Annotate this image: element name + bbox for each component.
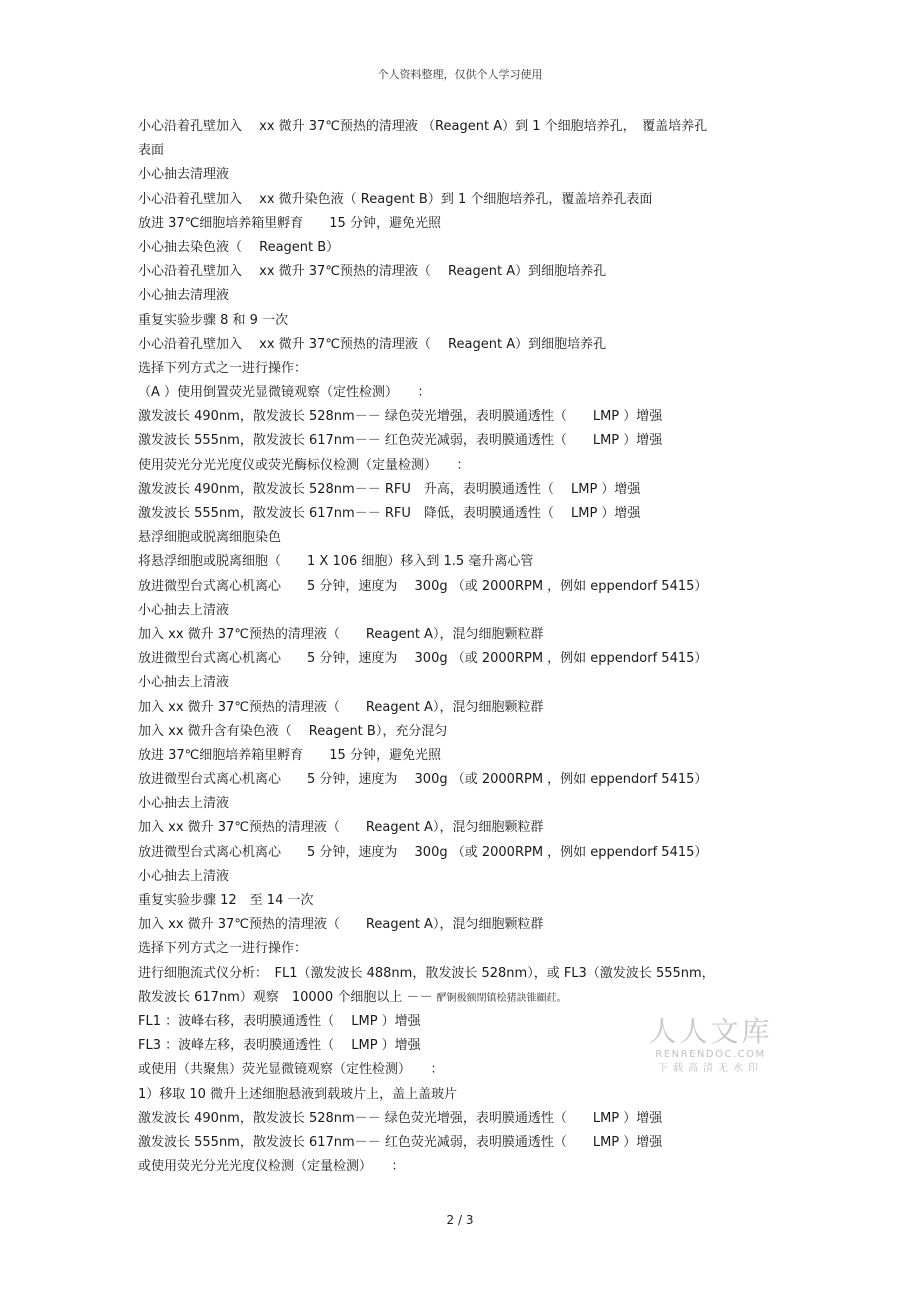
text-line: 悬浮细胞或脱离细胞染色	[138, 530, 282, 546]
text-line: 小心抽去上清液	[138, 796, 230, 812]
text-line: 放进 37℃细胞培养箱里孵育 15 分钟，避免光照	[138, 215, 441, 231]
text-line: 小心抽去清理液	[138, 288, 230, 304]
text-line: FL3 ：波峰左移，表明膜通透性（ LMP ）增强	[138, 1038, 421, 1054]
text-line: FL1 ：波峰右移，表明膜通透性（ LMP ）增强	[138, 1013, 421, 1029]
text-line: 激发波长 490nm，散发波长 528nm－－ 绿色荧光增强，表明膜通透性（ LMP ）增强	[138, 1110, 663, 1126]
text-line: 将悬浮细胞或脱离细胞（ 1 X 106 细胞）移入到 1.5 毫升离心管	[138, 554, 534, 570]
text-line: 加入 xx 微升含有染色液（ Reagent B），充分混匀	[138, 723, 448, 739]
text-line: 放进微型台式离心机离心 5 分钟，速度为 300g （或 2000RPM ，例如 eppendorf 5415）	[138, 578, 708, 594]
text-line: 小心沿着孔壁加入 xx 微升染色液（ Reagent B）到 1 个细胞培养孔，覆盖培养孔表面	[138, 191, 653, 207]
text-line: 加入 xx 微升 37℃预热的清理液（ Reagent A），混匀细胞颗粒群	[138, 917, 544, 933]
text-line: 小心抽去上清液	[138, 868, 230, 884]
text-line: 激发波长 490nm，散发波长 528nm－－ 绿色荧光增强，表明膜通透性（ LMP ）增强	[138, 409, 663, 425]
text-line: 激发波长 555nm，散发波长 617nm－－ 红色荧光减弱，表明膜通透性（ LMP ）增强	[138, 433, 663, 449]
inline-note: 酽锕极额閉镇桧猪訣锥顧荭。	[436, 992, 567, 1004]
text-line: （A ）使用倒置荧光显微镜观察（定性检测） ：	[138, 385, 431, 401]
watermark-note: 下载高清无水印	[658, 1063, 763, 1074]
text-line: 放进微型台式离心机离心 5 分钟，速度为 300g （或 2000RPM ，例如 eppendorf 5415）	[138, 844, 708, 860]
watermark-title: 人人文库	[648, 1015, 773, 1048]
text-line: 小心沿着孔壁加入 xx 微升 37℃预热的清理液（ Reagent A）到细胞培养孔	[138, 264, 607, 280]
text-line: 使用荧光分光光度仪或荧光酶标仪检测（定量检测） ：	[138, 457, 470, 473]
text-line: 1）移取 10 微升上述细胞悬液到载玻片上，盖上盖玻片	[138, 1086, 458, 1102]
text-line: 重复实验步骤 12 至 14 一次	[138, 893, 314, 908]
text-line: 表面	[138, 143, 165, 159]
text-line: 进行细胞流式仪分析： FL1（激发波长 488nm，散发波长 528nm），或 FL3（激发波长 555nm，	[138, 965, 715, 981]
text-line: 选择下列方式之一进行操作：	[138, 360, 308, 376]
text-line: 加入 xx 微升 37℃预热的清理液（ Reagent A），混匀细胞颗粒群	[138, 699, 544, 715]
text-line: 重复实验步骤 8 和 9 一次	[138, 312, 289, 328]
text-line: 激发波长 490nm，散发波长 528nm－－ RFU 升高，表明膜通透性（ LMP ）增强	[138, 481, 641, 497]
text-line: 放进微型台式离心机离心 5 分钟，速度为 300g （或 2000RPM ，例如 eppendorf 5415）	[138, 651, 708, 667]
text-line: 小心抽去染色液（ Reagent B）	[138, 239, 340, 255]
text-line: 小心沿着孔壁加入 xx 微升 37℃预热的清理液 （Reagent A）到 1 个细胞培养孔， 覆盖培养孔	[138, 119, 708, 134]
text-line: 放进 37℃细胞培养箱里孵育 15 分钟，避免光照	[138, 747, 441, 763]
text-line: 小心抽去上清液	[138, 602, 230, 618]
page-header: 个人资料整理，仅供个人学习使用	[377, 68, 543, 81]
text-line: 或使用荧光分光光度仪检测（定量检测） ：	[138, 1159, 405, 1175]
text-line: 放进微型台式离心机离心 5 分钟，速度为 300g （或 2000RPM ，例如 eppendorf 5415）	[138, 772, 708, 788]
text-line: 加入 xx 微升 37℃预热的清理液（ Reagent A），混匀细胞颗粒群	[138, 626, 544, 642]
text-line: 小心沿着孔壁加入 xx 微升 37℃预热的清理液（ Reagent A）到细胞培养孔	[138, 336, 607, 352]
text-line-main: 散发波长 617nm）观察 10000 个细胞以上 －－	[138, 989, 433, 1005]
text-line: 或使用（共聚焦）荧光显微镜观察（定性检测） ：	[138, 1062, 444, 1078]
text-line	[138, 986, 788, 1010]
watermark	[648, 1016, 773, 1076]
text-line: 加入 xx 微升 37℃预热的清理液（ Reagent A），混匀细胞颗粒群	[138, 820, 544, 836]
text-line: 激发波长 555nm，散发波长 617nm－－ 红色荧光减弱，表明膜通透性（ LMP ）增强	[138, 1134, 663, 1150]
page-number: 2 / 3	[446, 1213, 474, 1227]
text-line: 激发波长 555nm，散发波长 617nm－－ RFU 降低，表明膜通透性（ LMP ）增强	[138, 506, 641, 521]
watermark-domain: RENRENDOC.COM	[655, 1049, 766, 1060]
text-line: 选择下列方式之一进行操作：	[138, 941, 308, 957]
text-line: 小心抽去清理液	[138, 167, 230, 183]
text-line: 小心抽去上清液	[138, 675, 230, 691]
